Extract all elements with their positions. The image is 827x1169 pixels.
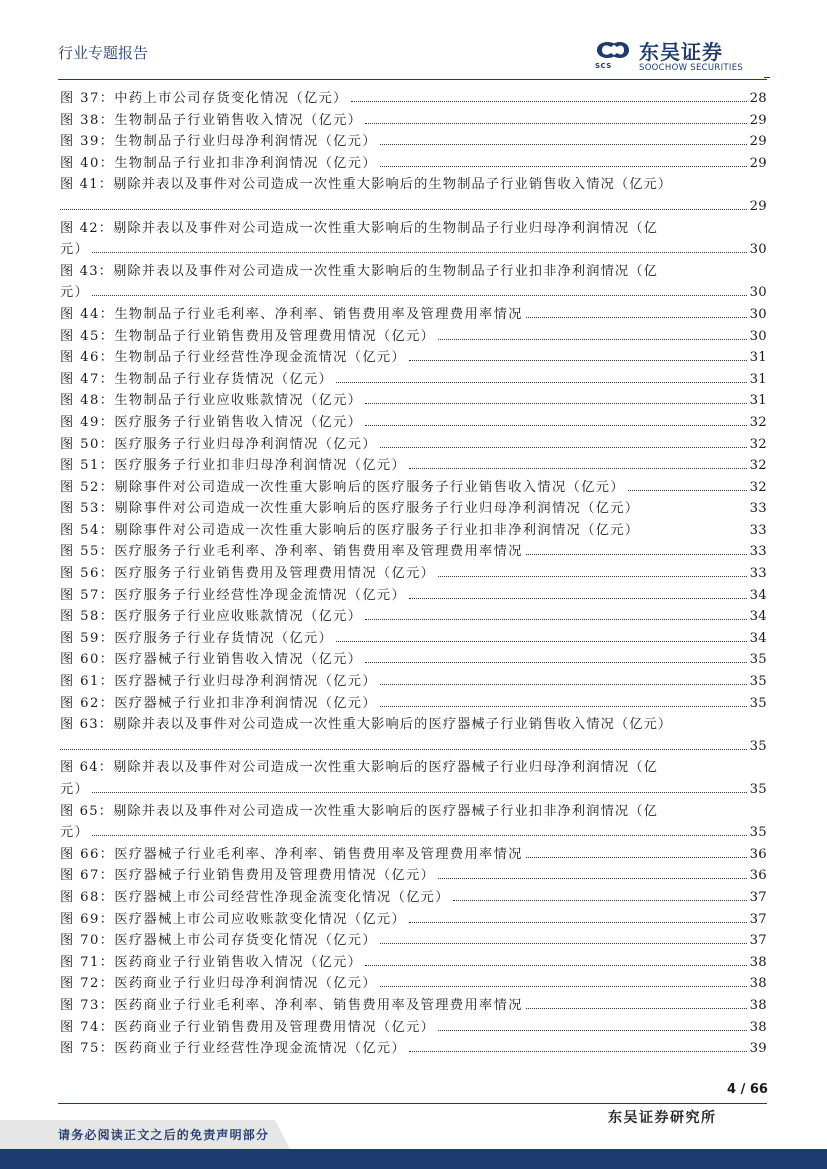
toc-dot-leader xyxy=(438,1029,746,1031)
toc-entry-label: 图 51：医疗服务子行业扣非归母净利润情况（亿元） xyxy=(60,458,407,474)
toc-entry[interactable] xyxy=(60,131,767,153)
toc-entry-label: 图 60：医疗器械子行业销售收入情况（亿元） xyxy=(60,652,363,668)
toc-entry-label: 图 71：医药商业子行业销售收入情况（亿元） xyxy=(60,954,363,970)
toc-entry-label: 图 68：医疗器械上市公司经营性净现金流变化情况（亿元） xyxy=(60,889,450,905)
toc-entry[interactable] xyxy=(60,865,767,887)
toc-entry-page: 38 xyxy=(749,954,767,970)
toc-entry-page: 37 xyxy=(749,911,767,927)
toc-entry-label: 图 44：生物制品子行业毛利率、净利率、销售费用率及管理费用率情况 xyxy=(60,306,523,322)
toc-entry-label: 图 39：生物制品子行业归母净利润情况（亿元） xyxy=(60,134,377,150)
toc-dot-leader xyxy=(351,100,747,102)
toc-entry-page: 34 xyxy=(749,609,767,625)
toc-dot-leader xyxy=(92,251,746,253)
toc-entry-label: 图 38：生物制品子行业销售收入情况（亿元） xyxy=(60,112,363,128)
toc-entry[interactable] xyxy=(60,714,767,736)
toc-entry-continuation[interactable] xyxy=(60,196,767,218)
toc-dot-leader xyxy=(92,834,746,836)
toc-dot-leader xyxy=(380,143,747,145)
toc-entry-page: 29 xyxy=(749,112,767,128)
toc-entry[interactable] xyxy=(60,477,767,499)
toc-entry[interactable] xyxy=(60,801,767,823)
toc-entry-label: 图 64：剔除并表以及事件对公司造成一次性重大影响后的医疗器械子行业归母净利润情况（亿 xyxy=(60,760,658,776)
toc-entry[interactable] xyxy=(60,649,767,671)
toc-dot-leader xyxy=(60,748,747,750)
toc-entry-label: 图 50：医疗服务子行业归母净利润情况（亿元） xyxy=(60,436,377,452)
header-divider-tick xyxy=(764,77,770,78)
toc-entry-page: 30 xyxy=(749,328,767,344)
toc-dot-leader xyxy=(409,467,747,469)
footer-divider xyxy=(58,1103,767,1104)
toc-dot-leader xyxy=(365,964,746,966)
toc-entry-page: 35 xyxy=(749,695,767,711)
toc-entry-page: 33 xyxy=(749,501,767,517)
toc-entry[interactable] xyxy=(60,390,767,412)
toc-entry[interactable] xyxy=(60,88,767,110)
toc-entry-page: 32 xyxy=(749,436,767,452)
toc-dot-leader xyxy=(438,877,746,879)
toc-entry-page: 30 xyxy=(749,242,767,258)
toc-dot-leader xyxy=(438,575,746,577)
toc-dot-leader xyxy=(336,381,746,383)
toc-entry-label: 图 75：医药商业子行业经营性净现金流情况（亿元） xyxy=(60,1041,407,1057)
toc-entry-page: 29 xyxy=(749,198,767,214)
toc-entry-page: 35 xyxy=(749,825,767,841)
toc-entry-label: 图 37：中药上市公司存货变化情况（亿元） xyxy=(60,91,348,106)
toc-entry-label-continuation: 元） xyxy=(60,782,90,797)
toc-entry-label: 图 66：医疗器械子行业毛利率、净利率、销售费用率及管理费用率情况 xyxy=(60,846,523,862)
toc-entry-page: 36 xyxy=(749,846,767,862)
toc-entry-label: 图 74：医药商业子行业销售费用及管理费用情况（亿元） xyxy=(60,1019,436,1035)
toc-dot-leader xyxy=(365,402,746,404)
toc-entry-label-continuation: 元） xyxy=(60,825,90,841)
toc-entry-label: 图 40：生物制品子行业扣非净利润情况（亿元） xyxy=(60,155,377,171)
disclaimer-notice: 请务必阅读正文之后的免责声明部分 xyxy=(58,1128,270,1142)
toc-entry-page: 38 xyxy=(749,1019,767,1035)
toc-entry-page: 39 xyxy=(749,1041,767,1057)
toc-entry-page: 33 xyxy=(749,522,767,538)
toc-entry-label: 图 67：医疗器械子行业销售费用及管理费用情况（亿元） xyxy=(60,868,436,884)
toc-entry-page: 37 xyxy=(749,889,767,905)
toc-entry-label: 图 73：医药商业子行业毛利率、净利率、销售费用率及管理费用率情况 xyxy=(60,997,523,1013)
toc-entry[interactable] xyxy=(60,174,767,196)
company-logo xyxy=(593,36,773,76)
toc-entry[interactable] xyxy=(60,326,767,348)
toc-entry-page: 35 xyxy=(749,652,767,668)
toc-entry-label: 图 41：剔除并表以及事件对公司造成一次性重大影响后的生物制品子行业销售收入情况（亿元） xyxy=(60,177,673,193)
toc-dot-leader xyxy=(526,553,747,555)
toc-entry-page: 38 xyxy=(749,976,767,992)
toc-entry[interactable] xyxy=(60,909,767,931)
toc-entry-page: 35 xyxy=(749,674,767,690)
toc-entry-label: 图 57：医疗服务子行业经营性净现金流情况（亿元） xyxy=(60,587,407,603)
logo-mark-icon xyxy=(593,38,633,62)
toc-entry-label: 图 45：生物制品子行业销售费用及管理费用情况（亿元） xyxy=(60,328,436,344)
toc-entry[interactable] xyxy=(60,606,767,628)
toc-entry-label-continuation: 元） xyxy=(60,242,90,258)
logo-english-name: SOOCHOW SECURITIES xyxy=(639,63,744,73)
toc-entry-label: 图 63：剔除并表以及事件对公司造成一次性重大影响后的医疗器械子行业销售收入情况（亿元） xyxy=(60,717,673,733)
toc-dot-leader xyxy=(643,511,747,512)
toc-entry-continuation[interactable] xyxy=(60,822,767,844)
toc-entry[interactable] xyxy=(60,347,767,369)
toc-entry-label-continuation: 元） xyxy=(60,285,90,301)
toc-entry-label: 图 61：医疗器械子行业归母净利润情况（亿元） xyxy=(60,674,377,690)
toc-entry-continuation[interactable] xyxy=(60,282,767,304)
toc-dot-leader xyxy=(438,338,746,340)
toc-entry-continuation[interactable] xyxy=(60,779,767,801)
report-category-title: 行业专题报告 xyxy=(58,44,149,62)
toc-dot-leader xyxy=(453,899,747,901)
toc-entry-page: 34 xyxy=(749,587,767,603)
toc-dot-leader xyxy=(380,942,747,944)
toc-entry-page: 30 xyxy=(749,306,767,322)
toc-entry-page: 31 xyxy=(749,393,767,409)
toc-entry-page: 34 xyxy=(749,630,767,646)
toc-dot-leader xyxy=(365,618,746,620)
toc-dot-leader xyxy=(380,985,747,987)
toc-dot-leader xyxy=(92,294,746,296)
toc-entry[interactable] xyxy=(60,520,767,542)
toc-entry[interactable] xyxy=(60,498,767,520)
toc-entry[interactable] xyxy=(60,693,767,715)
toc-dot-leader xyxy=(526,316,747,318)
header-divider xyxy=(58,79,767,80)
toc-entry-label: 图 65：剔除并表以及事件对公司造成一次性重大影响后的医疗器械子行业扣非净利润情况（亿 xyxy=(60,803,658,819)
toc-entry-label: 图 70：医疗器械上市公司存货变化情况（亿元） xyxy=(60,933,377,949)
toc-entry-label: 图 52：剔除事件对公司造成一次性重大影响后的医疗服务子行业销售收入情况（亿元） xyxy=(60,479,625,495)
toc-entry[interactable] xyxy=(60,412,767,434)
toc-entry[interactable] xyxy=(60,455,767,477)
toc-entry[interactable] xyxy=(60,973,767,995)
toc-entry-page: 32 xyxy=(749,458,767,474)
toc-entry-page: 37 xyxy=(749,933,767,949)
toc-entry[interactable] xyxy=(60,261,767,283)
toc-entry-continuation[interactable] xyxy=(60,239,767,261)
toc-dot-leader xyxy=(409,921,747,923)
toc-entry-page: 36 xyxy=(749,868,767,884)
toc-dot-leader xyxy=(628,489,747,491)
toc-dot-leader xyxy=(92,791,746,793)
toc-dot-leader xyxy=(380,705,747,707)
toc-dot-leader xyxy=(409,359,747,361)
page-number: 4 / 66 xyxy=(727,1082,768,1097)
toc-entry[interactable] xyxy=(60,1017,767,1039)
toc-entry-label: 图 49：医疗服务子行业销售收入情况（亿元） xyxy=(60,414,363,430)
toc-entry[interactable] xyxy=(60,952,767,974)
toc-entry-page: 31 xyxy=(749,350,767,366)
toc-entry[interactable] xyxy=(60,995,767,1017)
logo-company-name: 东吴证券 xyxy=(639,40,723,64)
toc-entry-label: 图 54：剔除事件对公司造成一次性重大影响后的医疗服务子行业扣非净利润情况（亿元） xyxy=(60,522,640,538)
toc-entry-label: 图 47：生物制品子行业存货情况（亿元） xyxy=(60,371,334,387)
toc-dot-leader xyxy=(409,597,747,599)
toc-dot-leader xyxy=(380,446,747,448)
toc-entry[interactable] xyxy=(60,671,767,693)
toc-entry-continuation[interactable] xyxy=(60,736,767,758)
toc-dot-leader xyxy=(380,683,747,685)
toc-dot-leader xyxy=(365,424,746,426)
toc-dot-leader xyxy=(526,1007,747,1009)
toc-entry-page: 32 xyxy=(749,414,767,430)
toc-entry-page: 35 xyxy=(749,782,767,797)
toc-dot-leader xyxy=(365,122,746,124)
toc-entry-label: 图 56：医疗服务子行业销售费用及管理费用情况（亿元） xyxy=(60,566,436,582)
toc-entry-label: 图 53：剔除事件对公司造成一次性重大影响后的医疗服务子行业归母净利润情况（亿元） xyxy=(60,501,640,517)
toc-entry[interactable] xyxy=(60,110,767,132)
toc-entry[interactable] xyxy=(60,628,767,650)
toc-entry-label: 图 42：剔除并表以及事件对公司造成一次性重大影响后的生物制品子行业归母净利润情况（亿 xyxy=(60,220,658,236)
toc-entry[interactable] xyxy=(60,563,767,585)
toc-entry[interactable] xyxy=(60,1038,767,1060)
toc-dot-leader xyxy=(336,640,746,642)
toc-entry-page: 33 xyxy=(749,566,767,582)
toc-entry[interactable] xyxy=(60,541,767,563)
footer-bar xyxy=(0,1149,827,1169)
toc-dot-leader xyxy=(365,661,746,663)
toc-dot-leader xyxy=(643,533,747,534)
toc-entry-page: 31 xyxy=(749,371,767,387)
figure-table-of-contents xyxy=(60,88,767,1060)
toc-entry[interactable] xyxy=(60,844,767,866)
toc-entry[interactable] xyxy=(60,434,767,456)
toc-entry-label: 图 72：医药商业子行业归母净利润情况（亿元） xyxy=(60,976,377,992)
toc-entry-page: 28 xyxy=(749,91,767,106)
toc-entry[interactable] xyxy=(60,887,767,909)
toc-entry[interactable] xyxy=(60,369,767,391)
logo-abbreviation: SCS xyxy=(595,62,612,70)
toc-entry-label: 图 62：医疗器械子行业扣非净利润情况（亿元） xyxy=(60,695,377,711)
toc-entry-page: 33 xyxy=(749,544,767,560)
toc-dot-leader xyxy=(60,208,747,210)
toc-entry-page: 35 xyxy=(749,738,767,754)
toc-entry[interactable] xyxy=(60,153,767,175)
toc-entry[interactable] xyxy=(60,585,767,607)
toc-dot-leader xyxy=(409,1050,747,1052)
toc-entry-page: 38 xyxy=(749,997,767,1013)
toc-entry-page: 29 xyxy=(749,155,767,171)
toc-entry-page: 32 xyxy=(749,479,767,495)
toc-entry-label: 图 59：医疗服务子行业存货情况（亿元） xyxy=(60,630,334,646)
toc-entry-label: 图 69：医疗器械上市公司应收账款变化情况（亿元） xyxy=(60,911,407,927)
toc-entry[interactable] xyxy=(60,304,767,326)
toc-entry[interactable] xyxy=(60,218,767,240)
toc-entry-label: 图 43：剔除并表以及事件对公司造成一次性重大影响后的生物制品子行业扣非净利润情况（亿 xyxy=(60,263,658,279)
toc-entry-label: 图 55：医疗服务子行业毛利率、净利率、销售费用率及管理费用率情况 xyxy=(60,544,523,560)
toc-entry-page: 29 xyxy=(749,134,767,150)
toc-entry-label: 图 46：生物制品子行业经营性净现金流情况（亿元） xyxy=(60,350,407,366)
toc-entry-page: 30 xyxy=(749,285,767,301)
toc-dot-leader xyxy=(526,856,747,858)
toc-entry-label: 图 58：医疗服务子行业应收账款情况（亿元） xyxy=(60,609,363,625)
toc-dot-leader xyxy=(380,165,747,167)
footer-organization: 东吴证券研究所 xyxy=(608,1110,717,1126)
toc-entry-label: 图 48：生物制品子行业应收账款情况（亿元） xyxy=(60,393,363,409)
toc-entry[interactable] xyxy=(60,930,767,952)
toc-entry[interactable] xyxy=(60,757,767,779)
